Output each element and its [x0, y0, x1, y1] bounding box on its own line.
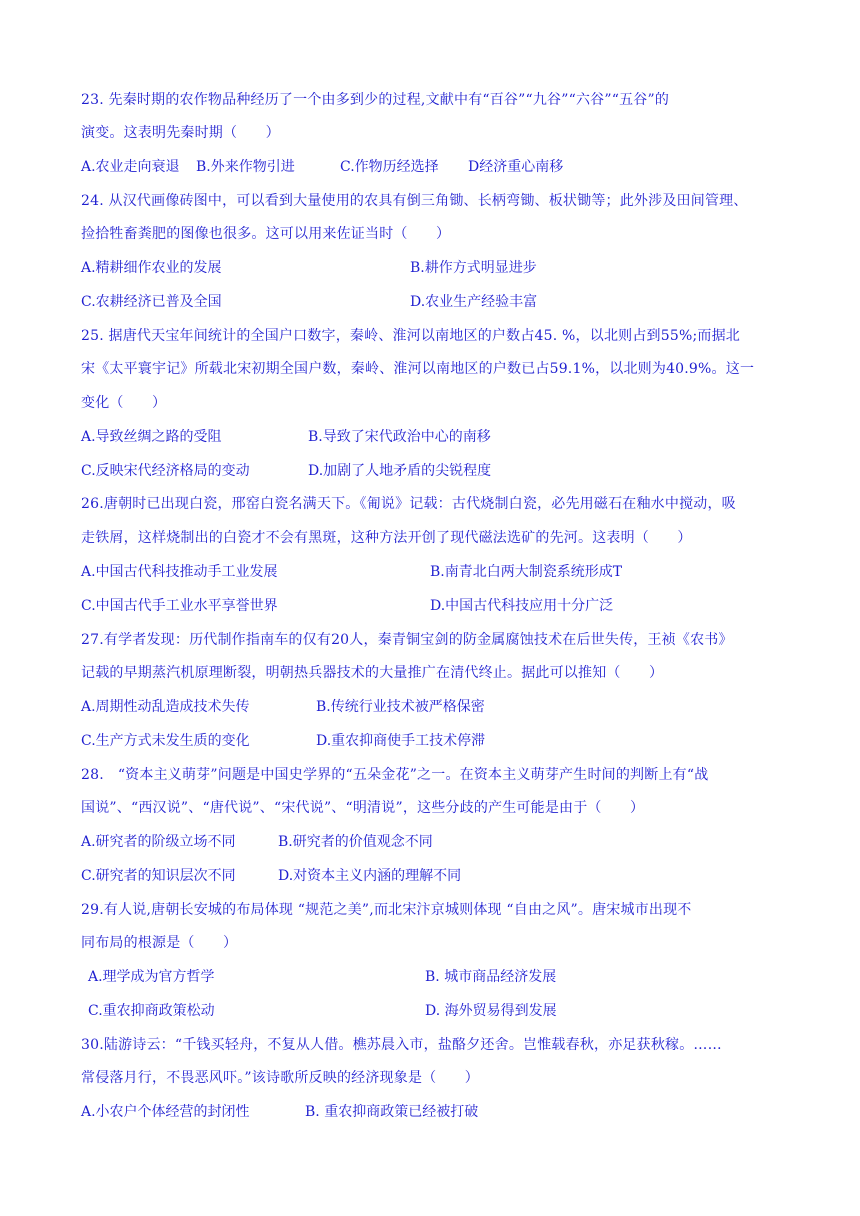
- question-23-option-c: C.作物历经选择: [340, 159, 439, 175]
- question-28-option-a: A.研究者的阶级立场不同: [81, 834, 236, 850]
- question-24-stem-line-1: 24. 从汉代画像砖图中，可以看到大量使用的农具有倒三角锄、长柄弯锄、板状锄等；此外涉及田间管理、: [81, 193, 748, 209]
- question-29-option-d: D. 海外贸易得到发展: [425, 1003, 557, 1019]
- question-25-stem-line-2: 宋《太平寰宇记》所载北宋初期全国户数，秦岭、淮河以南地区的户数已占59.1%，以北则为40.9%。这一: [81, 361, 755, 377]
- question-23-stem-line-2: 演变。这表明先秦时期（ ）: [81, 125, 280, 141]
- question-23-option-a: A.农业走向衰退: [81, 159, 180, 175]
- question-24-option-c: C.农耕经济已普及全国: [81, 294, 222, 310]
- question-30-stem-line-2: 常侵落月行，不畏恶风吓。”该诗歌所反映的经济现象是（ ）: [81, 1070, 479, 1086]
- question-25-stem-line-3: 变化（ ）: [81, 395, 167, 411]
- question-23-stem-line-1: 23. 先秦时期的农作物品种经历了一个由多到少的过程,文献中有“百谷”“九谷”“六谷”“五谷”的: [81, 92, 670, 108]
- question-28-stem-line-2: 国说”、“西汉说”、“唐代说”、“宋代说”、“明清说”，这些分歧的产生可能是由于（ ）: [81, 800, 645, 816]
- question-29-option-b: B. 城市商品经济发展: [425, 969, 557, 985]
- question-26-option-c: C.中国古代手工业水平享誉世界: [81, 598, 278, 614]
- question-23-option-b: B.外来作物引进: [196, 159, 295, 175]
- question-27-option-a: A.周期性动乱造成技术失传: [81, 699, 250, 715]
- question-28-option-b: B.研究者的价值观念不同: [278, 834, 433, 850]
- question-23-option-d: D经济重心南移: [468, 159, 564, 175]
- question-24-option-b: B.耕作方式明显进步: [410, 260, 537, 276]
- question-29-stem-line-2: 同布局的根源是（ ）: [81, 935, 238, 951]
- question-26-stem-line-1: 26.唐朝时已出现白瓷，邢窑白瓷名满天下。《匍说》记载：古代烧制白瓷，必先用磁石在釉水中搅动，吸: [81, 496, 736, 512]
- question-25-option-c: C.反映宋代经济格局的变动: [81, 463, 250, 479]
- question-27-stem-line-1: 27.有学者发现：历代制作指南车的仅有20人，秦青铜宝剑的防金属腐蚀技术在后世失传，王祯《农书》: [81, 632, 733, 648]
- question-30-option-b: B. 重农抑商政策已经被打破: [305, 1104, 479, 1120]
- question-30-option-a: A.小农户个体经营的封闭性: [81, 1104, 250, 1120]
- question-28-stem-line-1: 28. “资本主义萌芽”问题是中国史学界的“五朵金花”之一。在资本主义萌芽产生时间的判断上有“战: [81, 767, 709, 783]
- question-27-stem-line-2: 记载的早期蒸汽机原理断裂，明朝热兵器技术的大量推广在清代终止。据此可以推知（ ）: [81, 665, 664, 681]
- question-24-option-d: D.农业生产经验丰富: [410, 294, 538, 310]
- question-26-option-b: B.南青北白两大制瓷系统形成T: [430, 564, 623, 580]
- question-24-option-a: A.精耕细作农业的发展: [81, 260, 222, 276]
- question-24-stem-line-2: 捡拾牲畜粪肥的图像也很多。这可以用来佐证当时（ ）: [81, 226, 451, 242]
- question-29-option-c: C.重农抑商政策松动: [88, 1003, 215, 1019]
- question-26-stem-line-2: 走铁屑，这样烧制出的白瓷才不会有黑斑，这种方法开创了现代磁法选矿的先河。这表明（ ）: [81, 530, 692, 546]
- question-25-stem-line-1: 25. 据唐代天宝年间统计的全国户口数字，秦岭、淮河以南地区的户数占45. %，以北则占到55%;而据北: [81, 328, 740, 344]
- question-25-option-a: A.导致丝绸之路的受阻: [81, 429, 222, 445]
- question-28-option-c: C.研究者的知识层次不同: [81, 868, 236, 884]
- question-26-option-a: A.中国古代科技推动手工业发展: [81, 564, 278, 580]
- question-28-option-d: D.对资本主义内涵的理解不同: [278, 868, 462, 884]
- question-25-option-d: D.加剧了人地矛盾的尖锐程度: [308, 463, 492, 479]
- question-26-option-d: D.中国古代科技应用十分广泛: [430, 598, 614, 614]
- question-29-option-a: A.理学成为官方哲学: [88, 969, 215, 985]
- question-27-option-b: B.传统行业技术被严格保密: [316, 699, 485, 715]
- question-30-stem-line-1: 30.陆游诗云：“千钱买轻舟，不复从人借。樵苏晨入市，盐酪夕还舍。岂惟载春秋，亦足获秋稼。……: [81, 1037, 722, 1053]
- question-27-option-d: D.重农抑商使手工技术停滞: [316, 733, 486, 749]
- question-29-stem-line-1: 29.有人说,唐朝长安城的布局体现 “规范之美”,而北宋汴京城则体现 “自由之风”。唐宋城市出现不: [81, 902, 692, 918]
- question-25-option-b: B.导致了宋代政治中心的南移: [308, 429, 491, 445]
- question-27-option-c: C.生产方式未发生质的变化: [81, 733, 250, 749]
